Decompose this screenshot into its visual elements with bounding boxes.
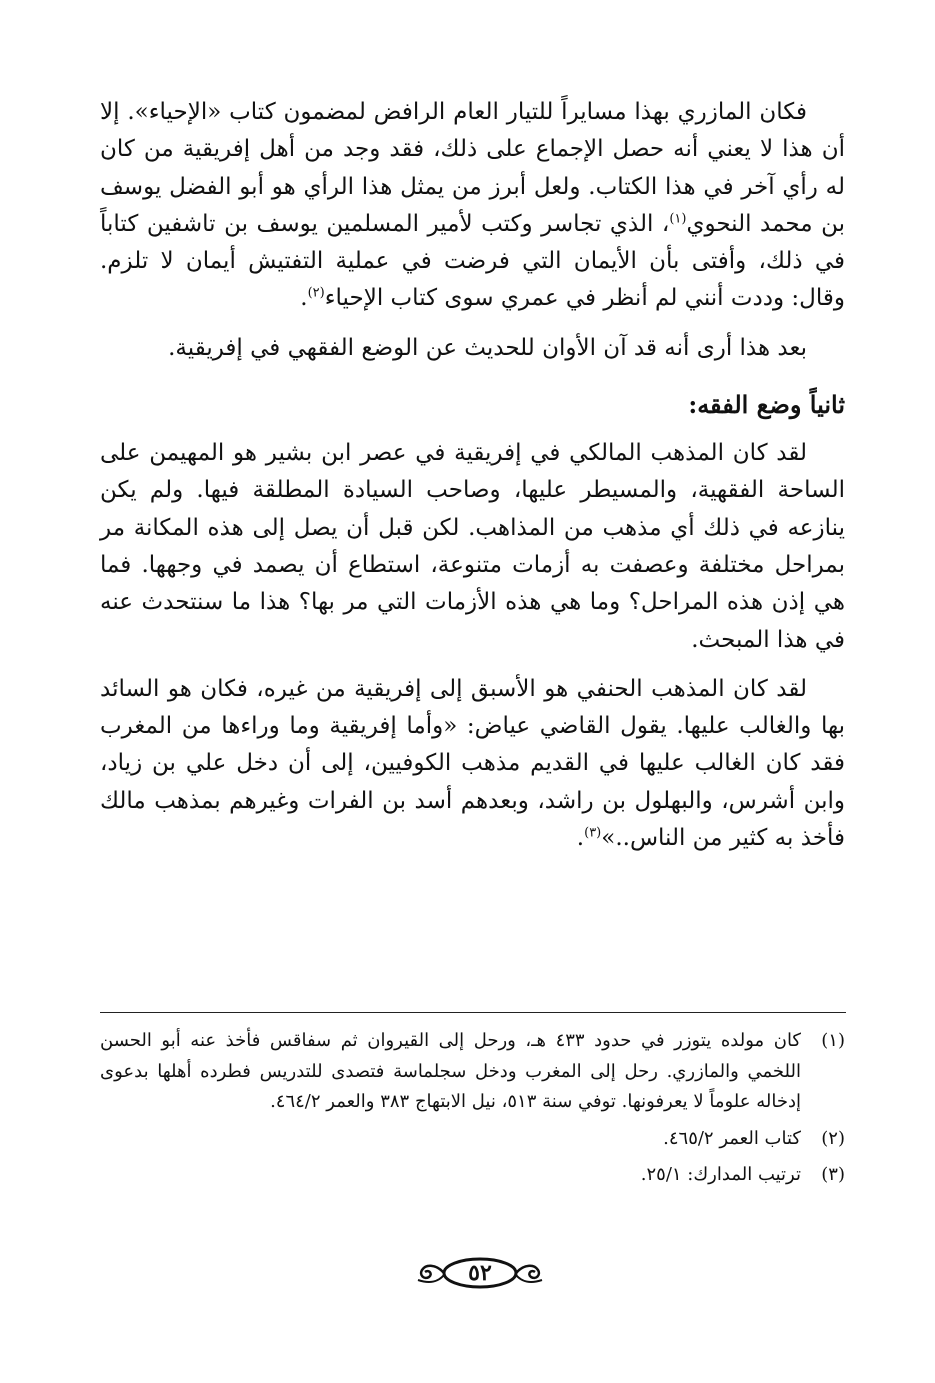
footnote-ref-1: (١): [669, 211, 687, 227]
page-number-ornament: [410, 1254, 550, 1294]
paragraph-3: لقد كان المذهب المالكي في إفريقية في عصر ابن بشير هو المهيمن على الساحة الفقهية، والمسيطر عليها، وصاحب السيادة المطلقة فيها. ولم يكن ينازعه في ذلك أي مذهب من المذاهب. لكن قبل أن يصل إلى هذه المكانة مر بمراحل مختلفة وعصفت به أزمات متنوعة، استطاع أن يصمد في وجهها. فما هي إذن هذه المراحل؟ وما هي هذه الأزمات التي مر بها؟ هذا ما سنتحدث عنه في هذا المبحث.: [100, 440, 845, 653]
section-heading: ثانياً وضع الفقه:: [688, 390, 845, 420]
paragraph-4: [100, 671, 845, 857]
footnote-3: [100, 1160, 845, 1191]
footnote-1: [100, 1026, 845, 1118]
footnote-number: (١): [821, 1030, 845, 1051]
footnote-2: [100, 1124, 845, 1155]
footnote-ref-3: (٣): [584, 825, 602, 841]
page-number: ٥٢: [468, 1260, 492, 1286]
paragraph-2: بعد هذا أرى أنه قد آن الأوان للحديث عن الوضع الفقهي في إفريقية.: [168, 334, 807, 361]
paragraph-1-end: .: [300, 285, 308, 312]
paragraph-1-text: فكان المازري بهذا مسايراً للتيار العام الرافض لمضمون كتاب «الإحياء». إلا أن هذا لا يعني أنه حصل الإجماع على ذلك، فقد وجد من أهل إفريقية من كان له رأي آخر في هذا الكتاب. ولعل أبرز من يمثل هذا الرأي هو أبو الفضل يوسف بن محمد النحوي: [100, 99, 845, 237]
paragraph-1: [100, 94, 845, 318]
footnote-ref-2: (٢): [307, 285, 325, 301]
footnote-divider: [100, 1012, 846, 1013]
paragraph-4-end: .: [576, 825, 585, 852]
footnote-text: كتاب العمر ٤٦٥/٢.: [663, 1127, 801, 1149]
paragraph-1-text-cont: ، الذي تجاسر وكتب لأمير المسلمين يوسف بن تاشفين كتاباً في ذلك، وأفتى بأن الأيمان التي فرضت في عملية التفتيش أيمان لا تلزم. وقال: وددت أنني لم أنظر في عمري سوى كتاب الإحياء: [100, 210, 845, 312]
footnotes: [100, 1026, 845, 1197]
main-text: [100, 94, 845, 857]
paragraph-4-text: لقد كان المذهب الحنفي هو الأسبق إلى إفريقية من غيره، فكان هو السائد بها والغالب عليها. يقول القاضي عياض: «وأما إفريقية وما وراءها من المغرب فقد كان الغالب عليها في القديم مذهب الكوفيين، إلى أن دخل علي بن زياد، وابن أشرس، والبهلول بن راشد، وبعدهم أسد بن الفرات وغيرهم بمذهب مالك فأخذ به كثير من الناس..»: [100, 675, 845, 852]
footnote-text: كان مولده يتوزر في حدود ٤٣٣ هـ، ورحل إلى القيروان ثم سفاقس فأخذ عنه أبو الحسن اللخمي والمازري. رحل إلى المغرب ودخل سجلماسة فتصدى للتدريس فطرده أهلها بدعوى إدخاله علوماً لا يعرفونها. توفي سنة ٥١٣، نيل الابتهاج ٣٨٣ والعمر ٤٦٤/٢.: [100, 1030, 801, 1112]
footnote-text: ترتيب المدارك: ٢٥/١.: [640, 1164, 801, 1185]
footnote-number: (٣): [821, 1164, 845, 1185]
footnote-number: (٢): [821, 1127, 845, 1149]
